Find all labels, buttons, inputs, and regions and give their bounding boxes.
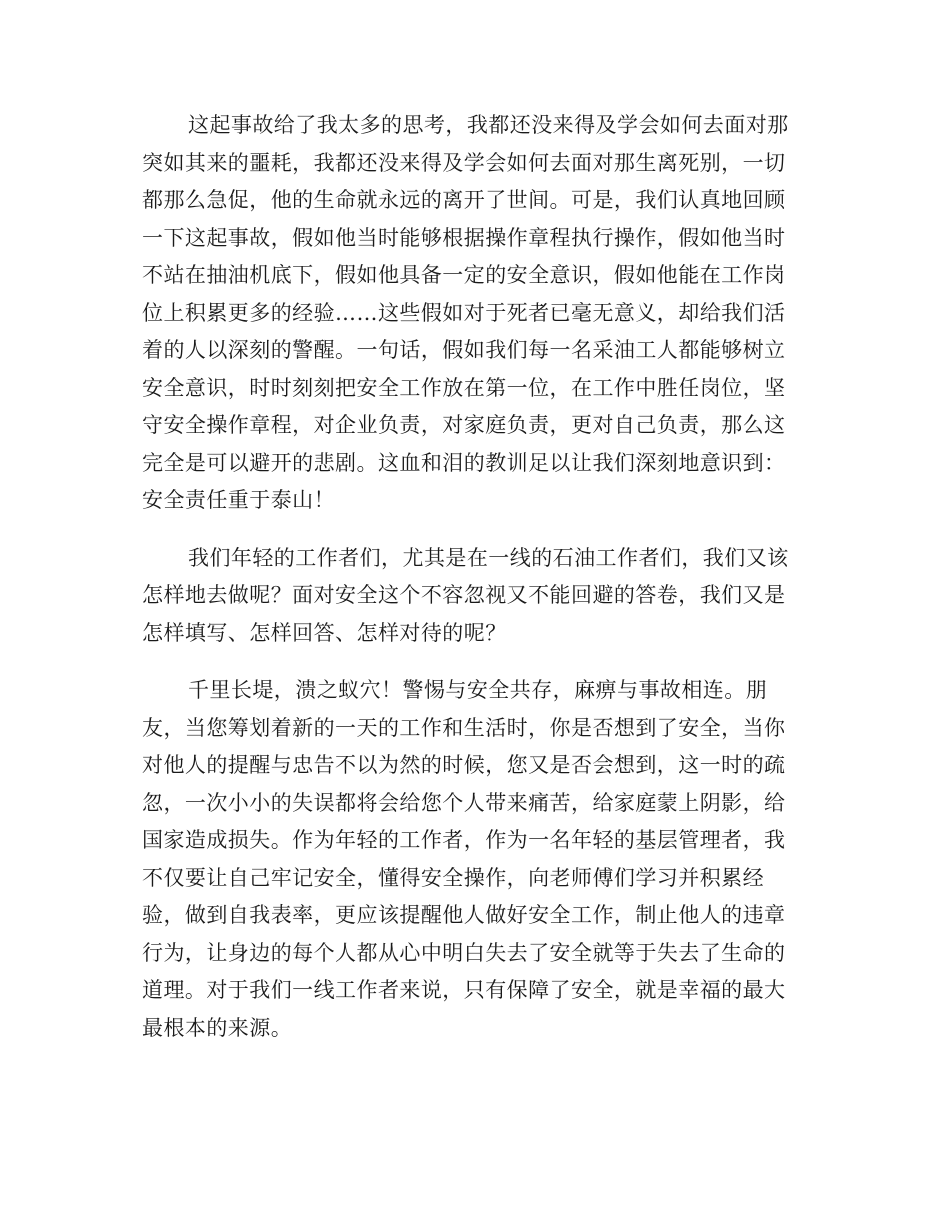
text-line: 道理。对于我们一线工作者来说，只有保障了安全，就是幸福的最大 — [142, 978, 786, 1002]
text-line: 最根本的来源。 — [142, 1015, 293, 1040]
text-line: 都那么急促，他的生命就永远的离开了世间。可是，我们认真地回顾 — [142, 188, 786, 212]
text-line: 千里长堤，溃之蚁穴！警惕与安全共存，麻痹与事故相连。朋 — [188, 678, 768, 702]
document-body — [142, 107, 792, 1047]
text-line: 怎样填写、怎样回答、怎样对待的呢？ — [142, 620, 507, 645]
paragraph-1 — [142, 107, 792, 520]
text-line: 安全意识，时时刻刻把安全工作放在第一位，在工作中胜任岗位，坚 — [142, 375, 786, 400]
text-line: 完全是可以避开的悲剧。这血和泪的教训足以让我们深刻地意识到： — [142, 450, 786, 475]
text-line: 我们年轻的工作者们，尤其是在一线的石油工作者们，我们又该 — [188, 545, 789, 570]
text-line: 行为，让身边的每个人都从心中明白失去了安全就等于失去了生命的 — [142, 940, 786, 965]
text-line: 对他人的提醒与忠告不以为然的时候，您又是否会想到，这一时的疏 — [142, 753, 786, 777]
text-line: 验，做到自我表率，更应该提醒他人做好安全工作，制止他人的违章 — [142, 903, 786, 927]
paragraph-spacer — [142, 520, 792, 540]
text-line: 安全责任重于泰山！ — [142, 488, 336, 512]
paragraph-2 — [142, 540, 792, 653]
paragraph-3 — [142, 672, 792, 1047]
text-line: 忽，一次小小的失误都将会给您个人带来痛苦，给家庭蒙上阴影，给 — [142, 790, 786, 815]
text-line: 国家造成损失。作为年轻的工作者，作为一名年轻的基层管理者，我 — [142, 828, 786, 852]
text-line: 友，当您筹划着新的一天的工作和生活时，你是否想到了安全，当你 — [142, 715, 786, 740]
text-line: 突如其来的噩耗，我都还没来得及学会如何去面对那生离死别，一切 — [142, 150, 786, 175]
text-line: 不站在抽油机底下，假如他具备一定的安全意识，假如他能在工作岗 — [142, 263, 786, 287]
text-line: 不仅要让自己牢记安全，懂得安全操作，向老师傅们学习并积累经 — [142, 865, 765, 890]
text-line: 守安全操作章程，对企业负责，对家庭负责，更对自己负责，那么这 — [142, 413, 786, 437]
text-line: 位上积累更多的经验……这些假如对于死者已毫无意义，却给我们活 — [142, 300, 786, 325]
paragraph-spacer — [142, 652, 792, 672]
text-line: 这起事故给了我太多的思考，我都还没来得及学会如何去面对那 — [188, 113, 789, 137]
text-line: 一下这起事故，假如他当时能够根据操作章程执行操作，假如他当时 — [142, 225, 786, 250]
text-line: 着的人以深刻的警醒。一句话，假如我们每一名采油工人都能够树立 — [142, 338, 786, 362]
text-line: 怎样地去做呢？面对安全这个不容忽视又不能回避的答卷，我们又是 — [142, 583, 786, 607]
